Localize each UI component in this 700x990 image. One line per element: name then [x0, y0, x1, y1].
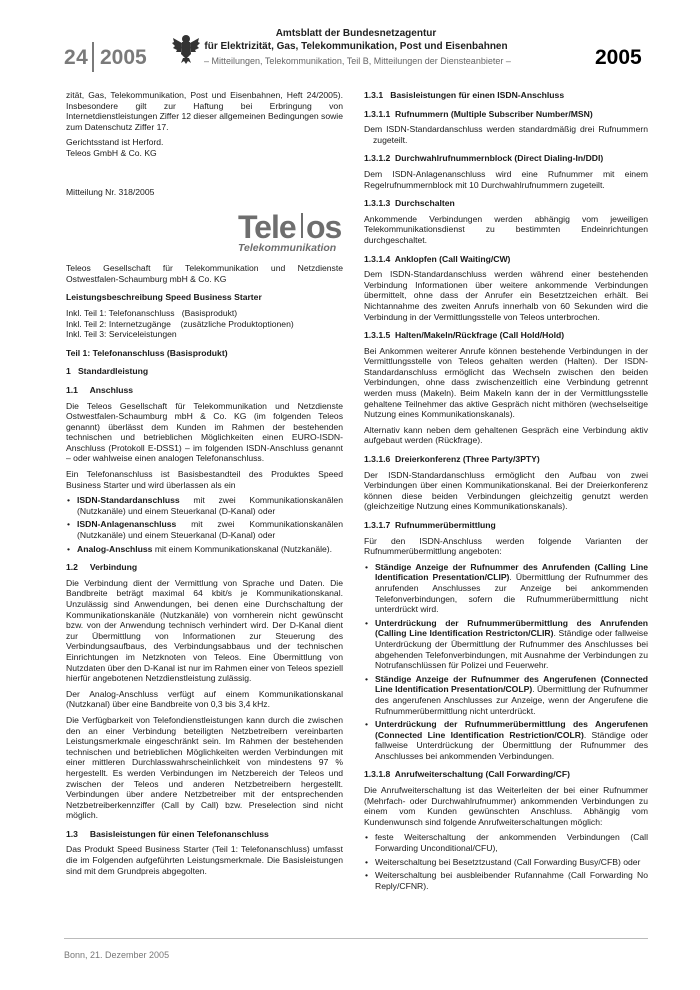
company-name: Teleos Gesellschaft für Telekommunikation und Netzdienste Ostwestfalen-Schaumburg mbH & Co. KG — [66, 263, 343, 284]
list-item: • Weiterschaltung bei Besetztzustand (Call Forwarding Busy/CFB) oder — [364, 857, 648, 868]
logo-separator — [301, 213, 303, 238]
list-item: • ISDN-Anlagenanschluss mit zwei Kommunikationskanälen (Nutzkanäle) und einem Steuerkanal (D-Kanal) oder — [66, 519, 343, 540]
caller-id-list — [364, 562, 648, 762]
header-title — [200, 27, 512, 53]
footer-date: Bonn, 21. Dezember 2005 — [64, 950, 170, 960]
section-1-3-1-5-heading: 1.3.1.5 Halten/Makeln/Rückfrage (Call Hold/Hold) — [364, 330, 565, 341]
list-item: • ISDN-Standardanschluss mit zwei Kommunikationskanälen (Nutzkanäle) und einem Steuerkanal (D-Kanal) oder — [66, 495, 343, 516]
court-line-1: Gerichtsstand ist Herford. — [66, 137, 164, 148]
intro-paragraph: zität, Gas, Telekommunikation, Post und Eisenbahnen, Heft 24/2005). Insbesondere gilt zur Haftung bei Erbringung von Internetdienstleistungen Ziffer 12 dieser allgemeinen Bedingungen sowie zum Datenschutz Ziffer 17. — [66, 90, 343, 132]
list-item: • Unterdrückung der Rufnummerübermittlung des Angerufenen (Connected Line Identification Restriction/COLR). Ständige oder fallweise Unterdrückung der Übermittlung der Rufnummer des Anschlusses bei ankommenden Verbindungen. — [364, 719, 648, 761]
section-1-3-1-3-heading: 1.3.1.3 Durchschalten — [364, 198, 455, 209]
footer-divider — [64, 938, 648, 939]
list-item: • Ständige Anzeige der Rufnummer des Angerufenen (Connected Line Identification Presentation/COLP). Übermittlung der Rufnummer des angerufenen Anschlusses zur Anzeige, wenn der Angerufene die Rufnummerübermittlung nicht unterdrückt. — [364, 674, 648, 716]
included-part-2: Inkl. Teil 2: Internetzugänge (zusätzliche Produktoptionen) — [66, 318, 294, 329]
section-1-3-heading: 1.3 Basisleistungen für einen Telefonanschluss — [66, 828, 269, 839]
logo-subtitle: Telekommunikation — [238, 242, 337, 255]
list-item: • Ständige Anzeige der Rufnummer des Anrufenden (Calling Line Identification Presentation/CLIP). Übermittlung der Rufnummer des anrufenden Anschlusses zur Anzeige bei ankommenden Telefonverbindungen, sofern die Rufnummerübermittlung nicht unterdrückt wird. — [364, 562, 648, 615]
call-forwarding-list — [364, 832, 648, 891]
section-1-2-heading: 1.2 Verbindung — [66, 562, 138, 573]
spacer — [66, 159, 343, 187]
section-1-3-paragraph: Das Produkt Speed Business Starter (Teil 1: Telefonanschluss) umfasst die im Folgenden aufgeführten Leistungsmerkmale. Die Basisleistungen sind mit dem Grundpreis abgegolten. — [66, 844, 343, 876]
list-item: • Analog-Anschluss mit einem Kommunikationskanal (Nutzkanäle). — [66, 544, 343, 555]
section-1-3-1-1-heading: 1.3.1.1 Rufnummern (Multiple Subscriber Number/MSN) — [364, 108, 593, 119]
section-1-3-1-5-paragraph-1: Bei Ankommen weiterer Anrufe können bestehende Verbindungen in der Vermittlungsstelle von Teleos gehalten werden (Halten). Der ISDN-Standardanschluss ermöglicht das Wechseln zwischen den beiden Verbindungen, ohne dass zwischenzeitlich eine Verbindung getrennt werden muss (Makeln). Beim Makeln kann der in der Vermittlungsstelle gehaltene Teilnehmer das aktive Gespräch nicht mithören (wechselseitige Nutzung eines Kommunikationskanals). — [364, 345, 648, 420]
mitteilung-number: Mitteilung Nr. 318/2005 — [66, 186, 155, 197]
header-year-right: 2005 — [595, 46, 642, 69]
logo-text-2: os — [306, 209, 342, 246]
section-1-3-1-7-paragraph: Für den ISDN-Anschluss werden folgende Varianten der Rufnummerübermittlung angeboten: — [364, 535, 648, 557]
section-1-3-1-2-heading: 1.3.1.2 Durchwahlrufnummernblock (Direct Dialing-In/DDI) — [364, 153, 604, 164]
section-1-3-1-8-heading: 1.3.1.8 Anrufweiterschaltung (Call Forwarding/CF) — [364, 769, 570, 780]
issue-year: 2005 — [100, 46, 147, 69]
section-1-3-1-4-paragraph: Dem ISDN-Standardanschluss werden während einer bestehenden Verbindung Informationen über weitere ankommende Verbindungen übermittelt, ohne dass der Anrufer ein Besetztzeichen erhält. Bei Nichtannahme des zweiten Anrufs innerhalb von 60 Sekunden wird die Verbindung in der Vermittlungsstelle von Teleos unterbrochen. — [364, 269, 648, 322]
right-column — [364, 90, 648, 896]
section-1-3-1-1-paragraph: Dem ISDN-Standardanschluss werden standardmäßig drei Rufnummern zugeteilt. — [364, 124, 648, 145]
section-1-1-paragraph-1: Die Teleos Gesellschaft für Telekommunikation und Netzdienste Ostwestfalen-Schaumburg mbH & Co. KG (im folgenden Teleos genannt) überlässt dem Kunden im Rahmen der bestehenden technischen und betrieblichen Möglichkeiten einen EURO-ISDN-Anschluss (Protokoll E-DSS1) – im folgenden ISDN-Anschluss genannt – oder wahlweise einen analogen Telefonanschluss. — [66, 400, 343, 464]
section-1-3-1-6-paragraph: Der ISDN-Standardanschluss ermöglicht den Aufbau von zwei Verbindungen über einen Kommunikationskanal. Bei der Dreierkonferenz können diese beiden Verbindungen gleichzeitig genutzt werden (gleichzeitige Nutzung eines Kommunikationskanals). — [364, 469, 648, 512]
section-1-1-heading: 1.1 Anschluss — [66, 384, 134, 395]
section-1-2-paragraph-3: Die Verfügbarkeit von Telefondienstleistungen kann durch die zwischen den an einer Verbindung beteiligten Netzbetreibern vereinbarten Leistungsmerkmale eingeschränkt sein. Im Rahmen der bestehenden technischen und betrieblichen Möglichkeiten werden Verbindungen mit einer mittleren Durchlasswahrscheinlichkeit von mindestens 97 % hergestellt. Es werden Verbindungen im Netzbereich der Teleos und zwischen der Teleos und anderen Netzbetreibern hergestellt. Verbindungen über andere Netzbetreiber mit der entsprechenden Netzbetreiberkennziffer (Call by Call) bzw. Preselection sind nicht möglich. — [66, 714, 343, 821]
section-1-3-1-5-paragraph-2: Alternativ kann neben dem gehaltenen Gespräch eine Verbindung aktiv aufgebaut werden (Rückfrage). — [364, 424, 648, 446]
issue-number: 24 — [64, 46, 89, 69]
included-part-3: Inkl. Teil 3: Serviceleistungen — [66, 329, 177, 340]
federal-eagle-icon — [172, 30, 200, 64]
header-title-line2: für Elektrizität, Gas, Telekommunikation, Post und Eisenbahnen — [204, 41, 508, 52]
list-item: • feste Weiterschaltung der ankommenden Verbindungen (Call Forwarding Unconditional/CFU), — [364, 832, 648, 853]
section-1-3-1-2-paragraph: Dem ISDN-Anlagenanschluss wird eine Rufnummer mit einem Regelrufnummernblock mit 10 Durchwahlrufnummern zugeteilt. — [364, 168, 648, 190]
header-divider — [92, 42, 94, 72]
section-1-3-1-3-paragraph: Ankommende Verbindungen werden abhängig vom jeweiligen Telekommunikationsdienst zu bestimmten Endeinrichtungen durchgeschaltet. — [364, 213, 648, 245]
section-1-1-paragraph-2: Ein Telefonanschluss ist Basisbestandteil des Produktes Speed Business Starter und wird überlassen als ein — [66, 469, 343, 490]
included-part-1: Inkl. Teil 1: Telefonanschluss (Basisprodukt) — [66, 307, 238, 318]
list-item: • Weiterschaltung bei ausbleibender Rufannahme (Call Forwarding No Reply/CFNR). — [364, 870, 648, 891]
document-title: Leistungsbeschreibung Speed Business Starter — [66, 292, 262, 303]
header-title-line1: Amtsblatt der Bundesnetzagentur — [275, 28, 437, 39]
teleos-logo — [66, 209, 343, 253]
section-1-3-1-heading: 1.3.1 Basisleistungen für einen ISDN-Anschluss — [364, 90, 565, 100]
section-1-2-paragraph-2: Der Analog-Anschluss verfügt auf einem Kommunikationskanal (Nutzkanal) über eine Bandbreite von 0,3 bis 3,4 kHz. — [66, 688, 343, 710]
left-column — [66, 90, 343, 881]
section-1-3-1-4-heading: 1.3.1.4 Anklopfen (Call Waiting/CW) — [364, 253, 511, 264]
part-1-title: Teil 1: Telefonanschluss (Basisprodukt) — [66, 347, 228, 358]
section-1-3-1-6-heading: 1.3.1.6 Dreierkonferenz (Three Party/3PTY) — [364, 454, 540, 465]
header-subtitle: – Mitteilungen, Telekommunikation, Teil B, Mitteilungen der Diensteanbieter – — [204, 56, 511, 66]
logo-text-1: Tele — [238, 209, 296, 246]
connection-type-list — [66, 495, 343, 554]
section-1-3-1-8-paragraph: Die Anrufweiterschaltung ist das Weiterleiten der bei einer Rufnummer (Mehrfach- oder Durchwahlrufnummer) ankommenden Verbindungen zu einem vom Kunden gewünschten Anschluss. Abhängig vom Kundenwunsch sind folgende Anrufweiterschaltungen möglich: — [364, 785, 648, 827]
list-item: • Unterdrückung der Rufnummerübermittlung des Anrufenden (Calling Line Identification Restricton/CLIR). Ständige oder fallweise Unterdrückung der Übermittlung der Rufnummer des Anschlusses bei abgehenden Telefonverbindungen, mit Ausnahme der Verbindungen zu Notrufanschlüssen für Polizei und Feuerwehr. — [364, 618, 648, 671]
court-line-2: Teleos GmbH & Co. KG — [66, 147, 157, 158]
section-1-heading: 1 Standardleistung — [66, 366, 149, 377]
section-1-3-1-7-heading: 1.3.1.7 Rufnummerübermittlung — [364, 520, 496, 530]
section-1-2-paragraph-1: Die Verbindung dient der Vermittlung von Sprache und Daten. Die Bandbreite beträgt maximal 64 kbit/s je Kommunikationskanal. Unzulässig sind Anwendungen, bei denen eine Durchschaltung der Kommunikationskanäle (Nutzkanäle) von vornherein nicht gewünscht bzw. von der Anwendung technisch verhindert wird. Der D-Kanal dient zur Übermittlung von Informationen zur Steuerung des Verbindungsaufbaus, des Verbindungsabbaus und der technischen Einrichtungen im Netzknoten von Teleos. Eine Übermittlung von Nutzdaten über den D-Kanal ist nur im Rahmen einer von Teleos speziell hierfür angebotenen Netzdienstleistung zulässig. — [66, 577, 343, 684]
